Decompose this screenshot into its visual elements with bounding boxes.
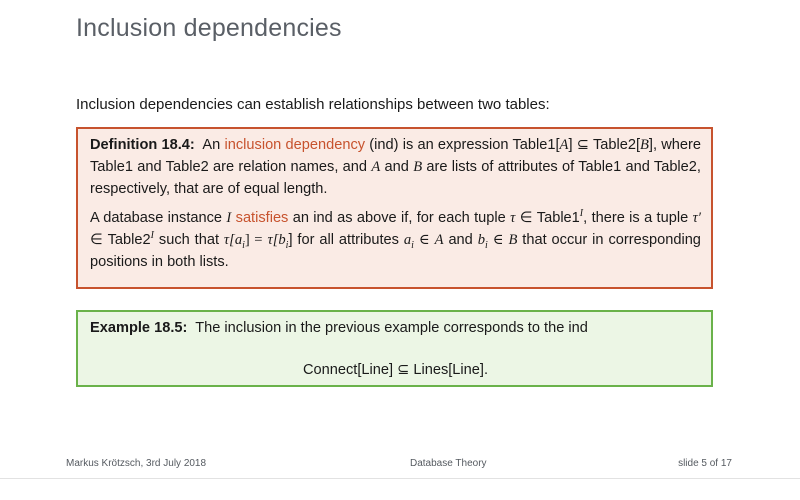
text: there is a tuple bbox=[591, 210, 689, 226]
text: (ind) is an expression Table1[ bbox=[369, 137, 560, 153]
math-var: τ bbox=[267, 232, 273, 248]
example-formula: Connect[Line] ⊆ Lines[Line]. bbox=[302, 362, 489, 378]
definition-paragraph-1 bbox=[90, 134, 701, 200]
text: ] for all attributes bbox=[288, 232, 399, 248]
math-var: [a bbox=[229, 232, 243, 248]
math-var: τ′ bbox=[692, 210, 701, 226]
math-op: ∈ bbox=[418, 232, 430, 248]
example-paragraph bbox=[90, 317, 701, 339]
math-var: [b bbox=[272, 232, 286, 248]
term-inclusion-dependency: inclusion dependency bbox=[224, 137, 366, 153]
math-sup: I bbox=[150, 230, 154, 242]
math-sub: i bbox=[285, 239, 289, 251]
example-text: The inclusion in the previous example corresponds to the ind bbox=[195, 320, 588, 336]
math-var: a bbox=[403, 232, 412, 248]
text: ∈ Table1 bbox=[519, 210, 580, 226]
math-var: B bbox=[413, 159, 423, 175]
math-var: A bbox=[559, 137, 569, 153]
math-sub: i bbox=[411, 239, 414, 251]
intro-text: Inclusion dependencies can establish relationships between two tables: bbox=[76, 96, 550, 113]
text: an ind as above if, for each tuple bbox=[292, 210, 506, 226]
math-var: B bbox=[640, 137, 649, 153]
math-op: ∈ bbox=[492, 232, 504, 248]
text: and bbox=[448, 232, 473, 248]
math-sub: i bbox=[485, 239, 488, 251]
text: ∈ Table2 bbox=[90, 232, 151, 248]
text: A database instance bbox=[90, 210, 223, 226]
math-var: τ bbox=[223, 232, 230, 248]
example-box bbox=[76, 310, 713, 387]
math-var: b bbox=[477, 232, 486, 248]
math-op: ] = bbox=[244, 232, 263, 248]
footer-divider bbox=[0, 478, 800, 479]
footer-author-date: Markus Krötzsch, 3rd July 2018 bbox=[66, 458, 207, 469]
footer-slide-number: slide 5 of 17 bbox=[678, 458, 732, 469]
text: ], where Table1 and Table2 are relation names, and bbox=[90, 137, 702, 175]
math-sub: i bbox=[242, 239, 245, 251]
text: that occur in corresponding positions in both lists. bbox=[90, 232, 701, 270]
slide-title: Inclusion dependencies bbox=[76, 14, 342, 42]
text: , bbox=[583, 210, 588, 226]
math-var: τ bbox=[510, 210, 516, 226]
definition-box bbox=[76, 127, 713, 289]
text: are lists of attributes of Table1 and Table2, respectively, that are of equal length. bbox=[90, 159, 701, 197]
math-var: A bbox=[434, 232, 444, 248]
footer-course: Database Theory bbox=[410, 458, 487, 469]
text: and bbox=[384, 159, 409, 175]
text: such that bbox=[158, 232, 219, 248]
text: Table2[ bbox=[592, 137, 640, 153]
math-sup: I bbox=[579, 208, 584, 220]
definition-paragraph-2 bbox=[90, 207, 701, 273]
math-var: A bbox=[371, 159, 381, 175]
definition-label: Definition 18.4: bbox=[90, 137, 195, 153]
math-var: I bbox=[226, 210, 232, 226]
text: ] ⊆ bbox=[568, 137, 589, 153]
text: An bbox=[202, 137, 221, 153]
example-label: Example 18.5: bbox=[90, 320, 188, 336]
term-satisfies: satisfies bbox=[235, 210, 289, 226]
math-var: B bbox=[508, 232, 518, 248]
